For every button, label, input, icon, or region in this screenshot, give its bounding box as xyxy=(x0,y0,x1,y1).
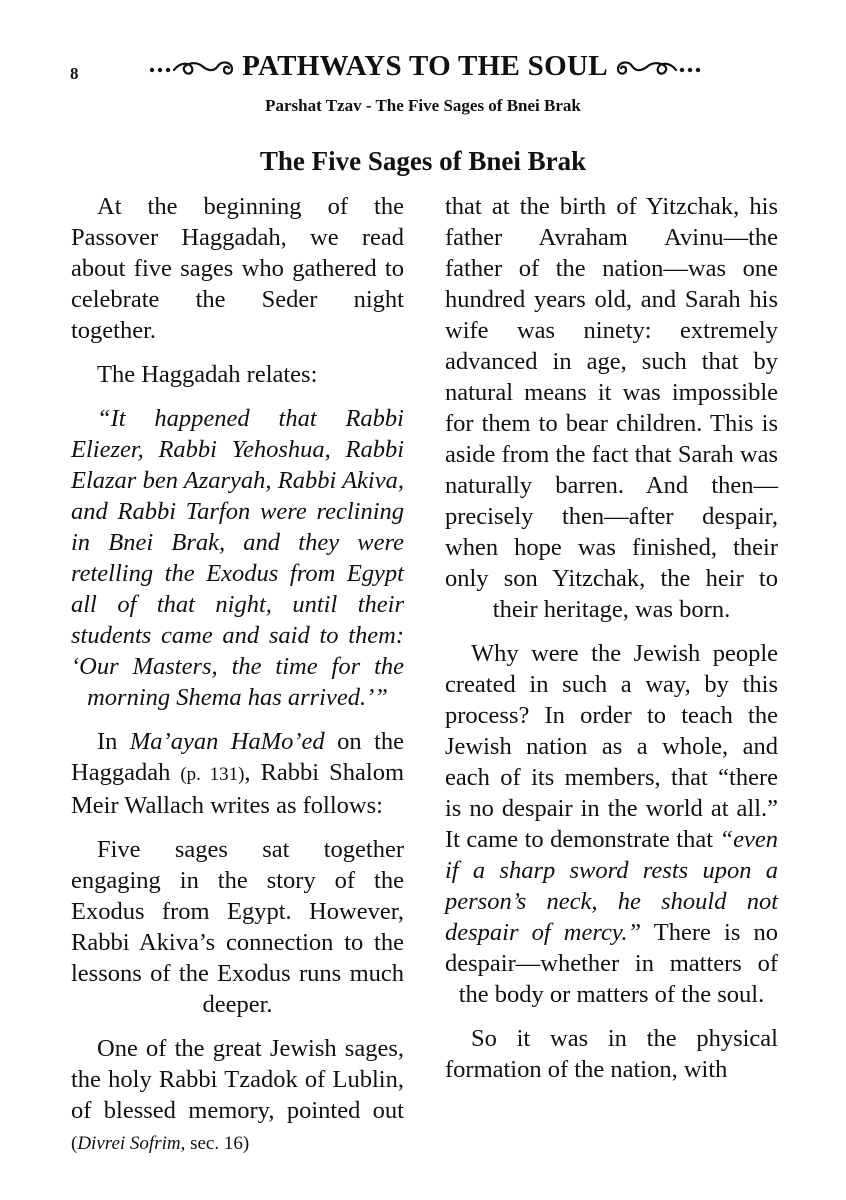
left-paragraph-6 xyxy=(71,1033,404,1159)
text-span: , Rabbi Shalom Meir Wallach writes as follows: xyxy=(71,759,404,819)
page-reference: (p. 131) xyxy=(180,764,245,785)
book-title: Ma’ayan HaMo’ed xyxy=(129,728,325,755)
running-title: PATHWAYS TO THE SOUL xyxy=(242,50,608,82)
haggadah-quote xyxy=(71,403,404,713)
text-span: Why were the Jewish people created in such a way, by this process? In order to teach the Jewish nation as a whole, and each of its members, that “there is no despair in the world at all.” It came to demonstrate that xyxy=(445,640,778,853)
haggadah-quote-text: “It happened that Rabbi Eliezer, Rabbi Yehoshua, Rabbi Elazar ben Azaryah, Rabbi Akiva, and Rabbi Tarfon were reclining in Bnei Brak, and they were retelling the Exodus from Egypt all of that night, until their students came and said to them: ‘Our Masters, the time for the morning Shema has arrived.’” xyxy=(71,405,404,711)
talmud-quote: “even if a sharp sword rests upon a person’s neck, he should not despair of mercy.” xyxy=(445,826,778,946)
right-paragraph-2 xyxy=(445,638,778,1010)
ref-open: ( xyxy=(71,1133,78,1154)
right-paragraph-1: that at the birth of Yitzchak, his father Avraham Avinu—the father of the nation—was one hundred years old, and Sarah his wife was ninety: extremely advanced in age, such that by natural means it was impossible for them to bear children. This is aside from the fact that Sarah was naturally barren. And then—precisely then—after despair, when hope was finished, their only son Yitzchak, the heir to their heritage, was born. xyxy=(445,193,778,623)
source-section: , sec. 16) xyxy=(180,1133,250,1154)
left-paragraph-5: Five sages sat together engaging in the story of the Exodus from Egypt. However, Rabbi Akiva’s connection to the lessons of the Exodus runs much deeper. xyxy=(71,836,404,1018)
left-column xyxy=(71,191,404,1172)
text-span: on the Haggadah xyxy=(71,728,404,786)
right-column xyxy=(445,191,778,1098)
page-subtitle: Parshat Tzav - The Five Sages of Bnei Brak xyxy=(265,96,581,115)
right-flourish-icon xyxy=(614,56,702,78)
right-paragraph-3: So it was in the physical formation of the nation, with xyxy=(445,1025,778,1083)
left-paragraph-1: At the beginning of the Passover Haggadah, we read about five sages who gathered to celebrate the Seder night together. xyxy=(71,193,404,344)
page-number: 8 xyxy=(70,64,79,83)
running-head xyxy=(130,50,720,83)
left-paragraph-4 xyxy=(71,726,404,821)
text-span: One of the great Jewish sages, the holy Rabbi Tzadok of Lublin, of blessed memory, pointed out xyxy=(71,1035,404,1124)
left-flourish-icon xyxy=(148,56,236,78)
left-paragraph-2: The Haggadah relates: xyxy=(97,361,318,388)
source-title: Divrei Sofrim xyxy=(77,1133,181,1154)
text-span: In xyxy=(97,728,130,755)
text-span: There is no despair—whether in matters of the body or matters of the soul. xyxy=(445,919,778,1008)
article-title: The Five Sages of Bnei Brak xyxy=(259,146,587,176)
